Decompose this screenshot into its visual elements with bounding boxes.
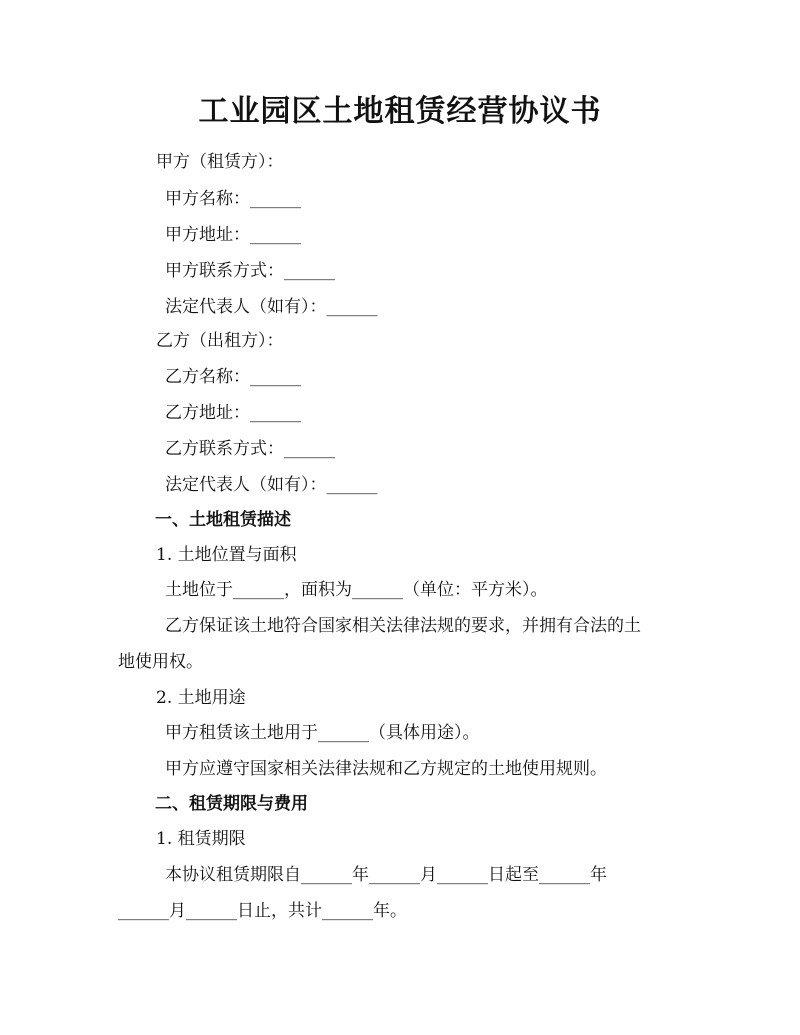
- document-title: 工业园区土地租赁经营协议书: [198, 94, 602, 129]
- section-2-item-1-heading: 1. 租赁期限: [156, 829, 246, 849]
- party-b-address: 乙方地址：______: [165, 403, 301, 423]
- party-b-representative: 法定代表人（如有）：______: [165, 475, 378, 495]
- party-a-contact: 甲方联系方式：______: [165, 261, 335, 281]
- party-a-address: 甲方地址：______: [165, 225, 301, 245]
- party-b-name: 乙方名称：______: [165, 367, 301, 387]
- section-1-item-2-paragraph-2: 甲方应遵守国家相关法律法规和乙方规定的土地使用规则。: [165, 759, 607, 779]
- section-2-item-1-paragraph-1-line-2: ______月______日止，共计______年。: [118, 901, 407, 921]
- section-1-item-1-paragraph-2-line-1: 乙方保证该土地符合国家相关法律法规的要求，并拥有合法的土: [165, 616, 641, 636]
- section-1-item-2-heading: 2. 土地用途: [156, 688, 246, 708]
- section-1-item-1-heading: 1. 土地位置与面积: [156, 545, 297, 565]
- party-a-heading: 甲方（租赁方）：: [156, 152, 284, 172]
- section-2-heading: 二、租赁期限与费用: [155, 794, 308, 814]
- party-b-heading: 乙方（出租方）：: [156, 331, 284, 351]
- section-1-heading: 一、土地租赁描述: [155, 510, 291, 530]
- section-1-item-1-paragraph-2-line-2: 地使用权。: [118, 652, 203, 672]
- section-1-item-2-paragraph-1: 甲方租赁该土地用于______（具体用途）。: [165, 723, 480, 743]
- section-2-item-1-paragraph-1-line-1: 本协议租赁期限自______年______月______日起至______年: [165, 865, 607, 885]
- section-1-item-1-paragraph-1: 土地位于______，面积为______（单位：平方米）。: [165, 580, 548, 600]
- party-b-contact: 乙方联系方式：______: [165, 439, 335, 459]
- party-a-name: 甲方名称：______: [165, 189, 301, 209]
- party-a-representative: 法定代表人（如有）：______: [165, 297, 378, 317]
